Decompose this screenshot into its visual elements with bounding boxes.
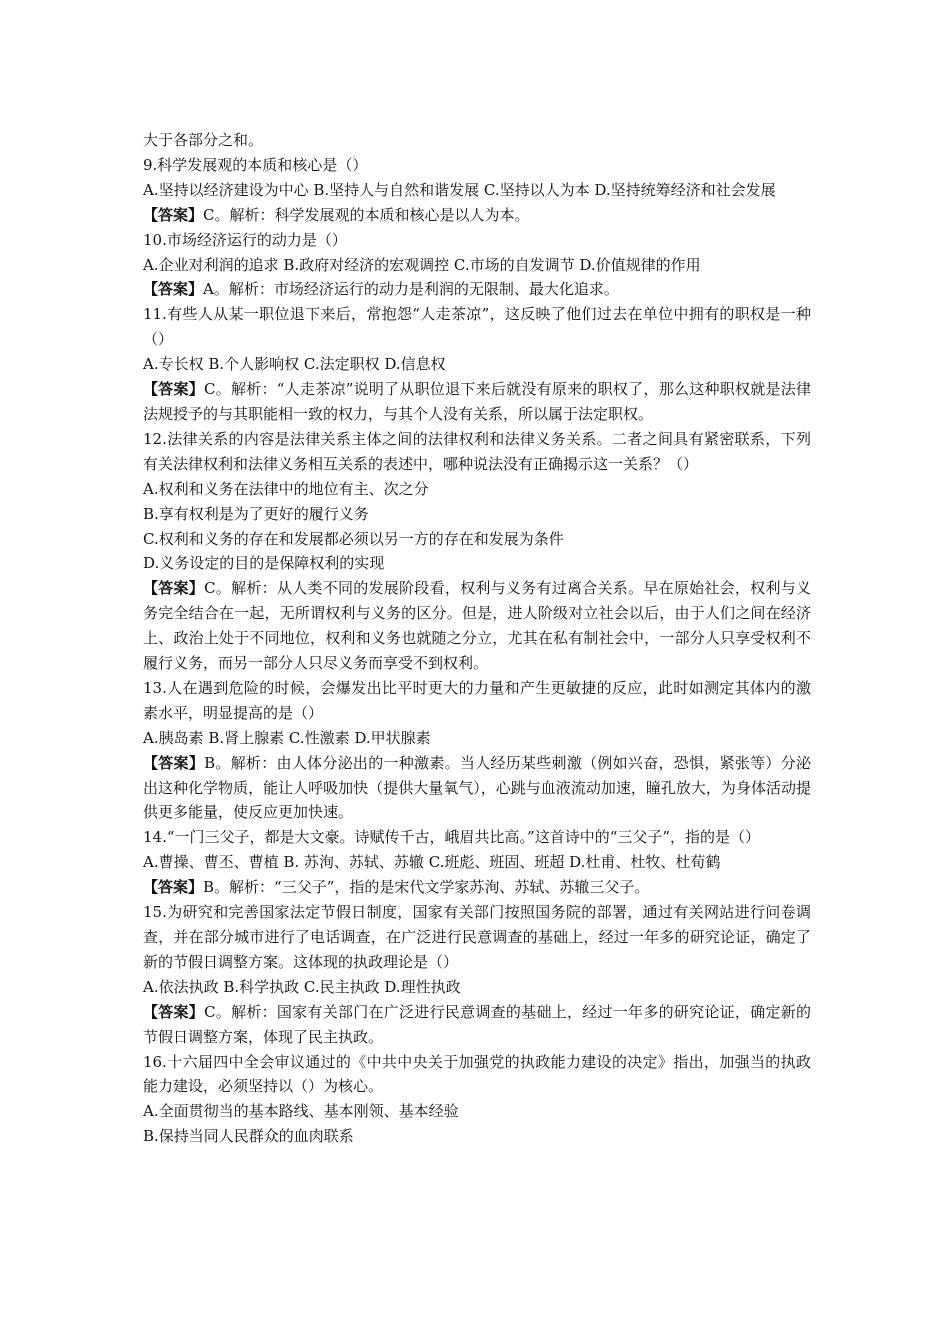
- answer-explanation: [143, 203, 811, 228]
- answer-body: C。解析：“人走茶凉”说明了从职位退下来后就没有原来的职权了，那么这种职权就是法律法规授予的与其职能相一致的权力，与其个人没有关系，所以属于法定职权。: [143, 380, 811, 423]
- option-line: A.坚持以经济建设为中心 B.坚持人与自然和谐发展 C.坚持以人为本 D.坚持统筹经济和社会发展: [143, 180, 776, 199]
- answer-body: A。解析：市场经济运行的动力是利润的无限制、最大化追求。: [203, 280, 619, 299]
- question-text: 10.市场经济运行的动力是（）: [143, 230, 347, 249]
- answer-explanation: [143, 1000, 811, 1050]
- option-line: A.胰岛素 B.肾上腺素 C.性激素 D.甲状腺素: [143, 728, 431, 747]
- answer-tag: 【答案】: [143, 878, 204, 897]
- answer-explanation: [143, 576, 811, 676]
- option-line: A.权利和义务在法律中的地位有主、次之分: [143, 479, 429, 498]
- answer-explanation: [143, 875, 811, 900]
- paragraph-text: 大于各部分之和。: [143, 131, 264, 149]
- question-text: 9.科学发展观的本质和核心是（）: [143, 155, 368, 174]
- question-text: 15.为研究和完善国家法定节假日制度，国家有关部门按照国务院的部署，通过有关网站进行问卷调查，并在部分城市进行了电话调查，在广泛进行民意调查的基础上，经过一年多的研究论证，确定了新的节假日调整方案。这体现的执政理论是（）: [143, 903, 811, 971]
- answer-explanation: [143, 277, 811, 302]
- answer-tag: 【答案】: [143, 380, 205, 399]
- option-line: B.保持当同人民群众的血肉联系: [143, 1127, 354, 1146]
- option-line: A.曹操、曹丕、曹植 B. 苏洵、苏轼、苏辙 C.班彪、班固、班超 D.杜甫、杜牧、杜荀鹤: [143, 853, 721, 872]
- question-text: 11.有些人从某一职位退下来后，常抱怨“人走茶凉”，这反映了他们过去在单位中拥有的职权是一种（）: [143, 305, 811, 349]
- answer-body: C。解析：国家有关部门在广泛进行民意调查的基础上，经过一年多的研究论证，确定新的节假日调整方案，体现了民主执政。: [143, 1002, 811, 1046]
- option-line: C.权利和义务的存在和发展都必须以另一方的存在和发展为条件: [143, 529, 564, 548]
- answer-tag: 【答案】: [143, 205, 204, 224]
- option-line: A.全面贯彻当的基本路线、基本刚领、基本经验: [143, 1102, 459, 1121]
- answer-tag: 【答案】: [143, 753, 205, 772]
- answer-tag: 【答案】: [143, 579, 205, 598]
- document-page: [143, 128, 811, 1149]
- option-line: B.享有权利是为了更好的履行义务: [143, 504, 369, 523]
- answer-body: B。解析：由人体分泌出的一种激素。当人经历某些刺激（例如兴奋，恐惧，紧张等）分泌出这种化学物质，能让人呼吸加快（提供大量氧气），心跳与血液流动加速，瞳孔放大，为身体活动提供更多能量，使反应更加快速。: [143, 753, 811, 822]
- answer-body: C。解析：科学发展观的本质和核心是以人为本。: [203, 205, 530, 224]
- question-text: 13.人在遇到危险的时候，会爆发出比平时更大的力量和产生更敏捷的反应，此时如测定其体内的激素水平，明显提高的是（）: [143, 678, 811, 722]
- option-line: A.依法执政 B.科学执政 C.民主执政 D.理性执政: [143, 977, 461, 996]
- option-line: A.企业对利润的追求 B.政府对经济的宏观调控 C.市场的自发调节 D.价值规律的作用: [143, 255, 701, 274]
- answer-tag: 【答案】: [143, 280, 204, 299]
- answer-body: C。解析：从人类不同的发展阶段看，权利与义务有过离合关系。早在原始社会，权利与义务完全结合在一起，无所谓权利与义务的区分。但是，进人阶级对立社会以后，由于人们之间在经济上、政治上处于不同地位，权利和义务也就随之分立，尤其在私有制社会中，一部分人只享受权利不履行义务，而另一部分人只尽义务而享受不到权利。: [143, 579, 811, 673]
- answer-explanation: [143, 377, 811, 427]
- question-text: 14.“一门三父子，都是大文豪。诗赋传千古，峨眉共比高。”这首诗中的“三父子”，指的是（）: [143, 828, 761, 847]
- answer-explanation: [143, 751, 811, 826]
- answer-tag: 【答案】: [143, 1002, 205, 1021]
- option-line: A.专长权 B.个人影响权 C.法定职权 D.信息权: [143, 355, 446, 374]
- question-text: 16.十六届四中全会审议通过的《中共中央关于加强党的执政能力建设的决定》指出，加强当的执政能力建设，必须坚持以（）为核心。: [143, 1052, 811, 1096]
- answer-body: B。解析：“三父子”，指的是宋代文学家苏洵、苏轼、苏辙三父子。: [203, 878, 650, 897]
- option-line: D.义务设定的目的是保障权利的实现: [143, 554, 385, 573]
- question-text: 12.法律关系的内容是法律关系主体之间的法律权利和法律义务关系。二者之间具有紧密联系，下列有关法律权利和法律义务相互关系的表述中，哪种说法没有正确揭示这一关系？（）: [143, 429, 811, 473]
